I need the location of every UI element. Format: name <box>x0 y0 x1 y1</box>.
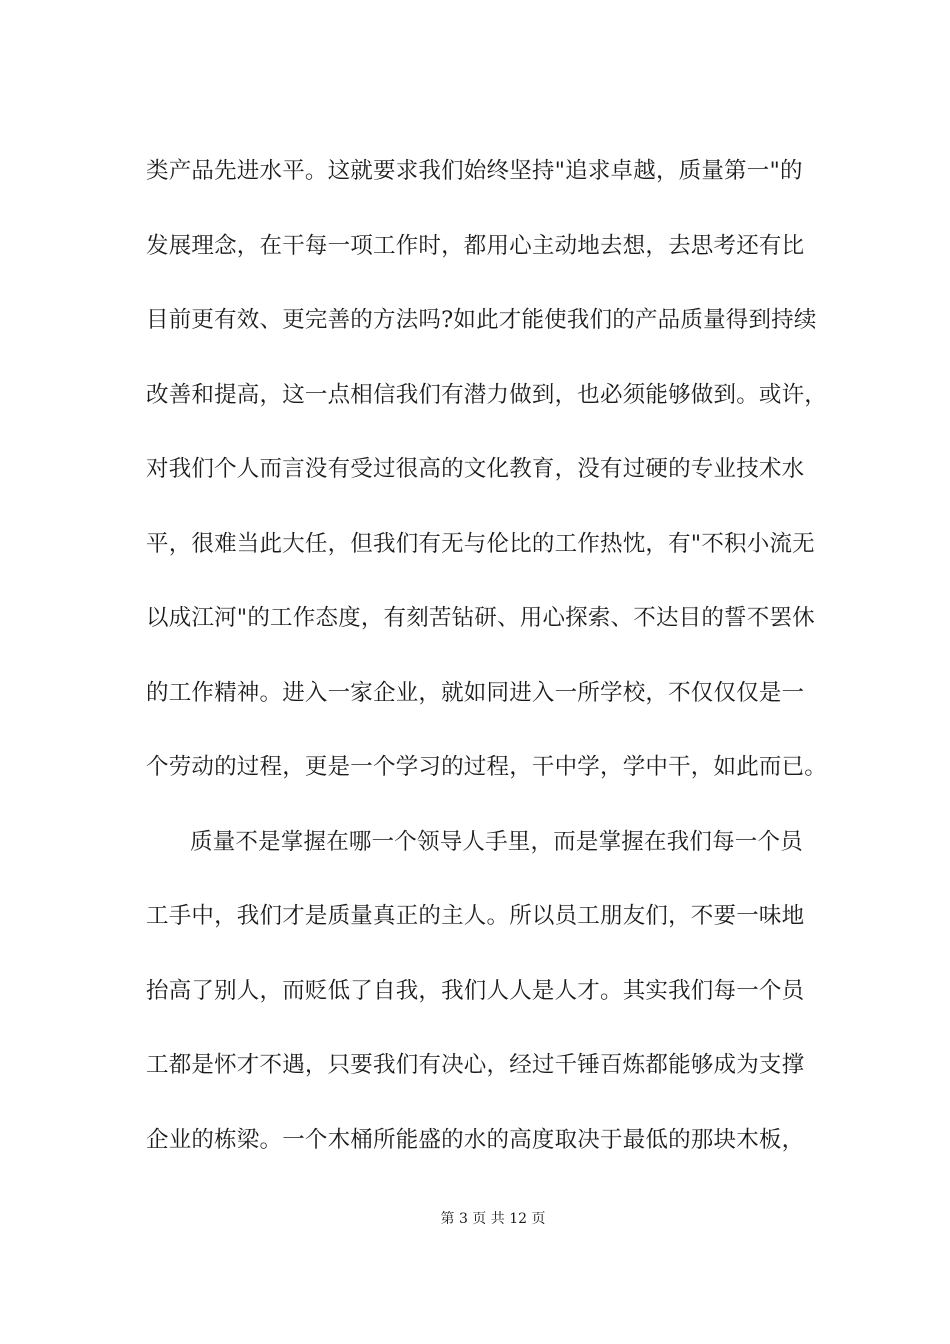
text-line: 对我们个人而言没有受过很高的文化教育，没有过硬的专业技术水 <box>146 456 805 482</box>
text-line: 目前更有效、更完善的方法吗?如此才能使我们的产品质量得到持续 <box>146 307 817 333</box>
text-line: 工手中，我们才是质量真正的主人。所以员工朋友们，不要一味地 <box>146 903 805 929</box>
body-text <box>146 134 826 1177</box>
text-line: 改善和提高，这一点相信我们有潜力做到，也必须能够做到。或许， <box>146 381 828 408</box>
text-line: 的工作精神。进入一家企业，就如同进入一所学校，不仅仅仅是一 <box>146 679 805 706</box>
text-line: 个劳动的过程，更是一个学习的过程，干中学，学中干，如此而已。 <box>146 754 828 780</box>
paragraph-start-line: 质量不是掌握在哪一个领导人手里，而是掌握在我们每一个员 <box>190 828 803 855</box>
text-line: 发展理念，在干每一项工作时，都用心主动地去想，去思考还有比 <box>146 232 805 259</box>
text-line: 以成江河"的工作态度，有刻苦钻研、用心探索、不达目的誓不罢休 <box>146 605 815 631</box>
text-line: 平，很难当此大任，但我们有无与伦比的工作热忱，有"不积小流无 <box>146 530 815 557</box>
text-line: 类产品先进水平。这就要求我们始终坚持"追求卓越，质量第一"的 <box>146 158 803 184</box>
text-line: 企业的栋梁。一个木桶所能盛的水的高度取决于最低的那块木板， <box>146 1126 805 1153</box>
text-line: 工都是怀才不遇，只要我们有决心，经过千锤百炼都能够成为支撑 <box>146 1052 805 1078</box>
text-line: 抬高了别人，而贬低了自我，我们人人是人才。其实我们每一个员 <box>146 977 805 1004</box>
page-number-footer: 第 3 页 共 12 页 <box>440 1211 546 1227</box>
